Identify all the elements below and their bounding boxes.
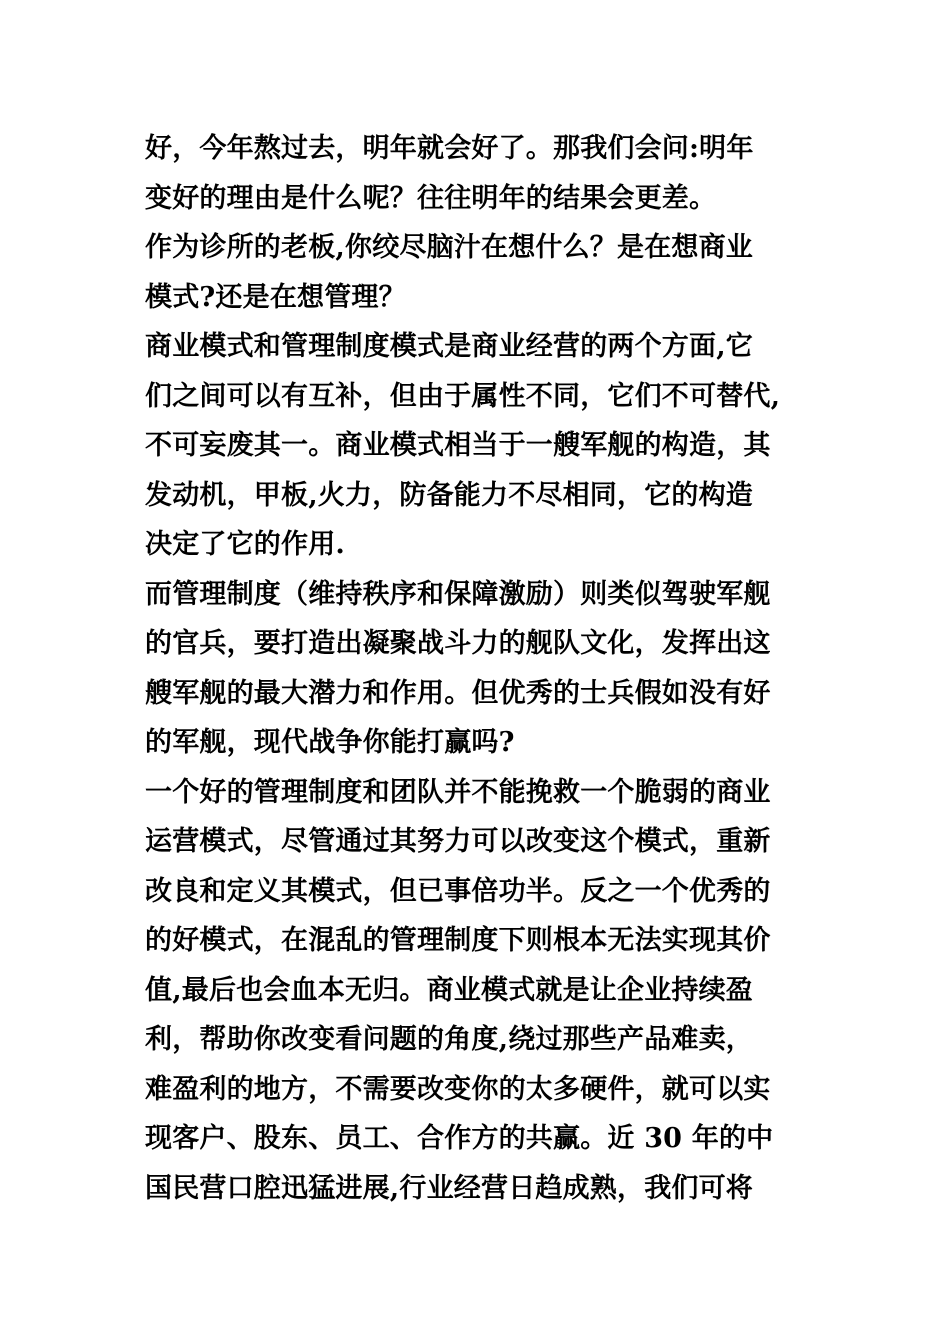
text-line: 运营模式，尽管通过其努力可以改变这个模式，重新	[145, 826, 771, 857]
text-line: 难盈利的地方，不需要改变你的太多硬件，就可以实	[145, 1073, 771, 1105]
text-line: 模式?还是在想管理？	[145, 281, 406, 313]
text-line: 艘军舰的最大潜力和作用。但优秀的士兵假如没有好	[145, 677, 771, 709]
text-line: 的军舰，现代战争你能打赢吗?	[145, 727, 515, 758]
text-line: 的官兵，要打造出凝聚战斗力的舰队文化，发挥出这	[145, 628, 771, 659]
text-line: 利，帮助你改变看问题的角度,绕过那些产品难卖，	[145, 1024, 753, 1055]
text-line: 的好模式，在混乱的管理制度下则根本无法实现其价	[145, 925, 771, 956]
text-line: 国民营口腔迅猛进展,行业经营日趋成熟，我们可将	[145, 1172, 753, 1204]
text-line: 作为诊所的老板,你绞尽脑汁在想什么？是在想商业	[145, 232, 753, 263]
text-line: 发动机，甲板,火力，防备能力不尽相同，它的构造	[145, 479, 753, 511]
text-line: 现客户、股东、员工、合作方的共赢。近 30 年的中	[145, 1123, 774, 1154]
text-line: 而管理制度（维持秩序和保障激励）则类似驾驶军舰	[145, 578, 771, 610]
text-line: 变好的理由是什么呢？往往明年的结果会更差。	[145, 182, 717, 214]
text-line: 值,最后也会血本无归。商业模式就是让企业持续盈	[145, 974, 753, 1006]
text-line: 不可妄废其一。商业模式相当于一艘军舰的构造，其	[145, 430, 771, 461]
text-line: 改良和定义其模式，但已事倍功半。反之一个优秀的	[145, 875, 771, 907]
text-line: 商业模式和管理制度模式是商业经营的两个方面,它	[145, 331, 753, 362]
text-line: 决定了它的作用.	[145, 529, 345, 560]
text-line: 一个好的管理制度和团队并不能挽救一个脆弱的商业	[145, 776, 771, 808]
document-body	[145, 124, 835, 1213]
text-line: 好，今年熬过去，明年就会好了。那我们会问:明年	[145, 133, 754, 164]
text-line: 们之间可以有互补，但由于属性不同，它们不可替代,	[145, 380, 781, 412]
